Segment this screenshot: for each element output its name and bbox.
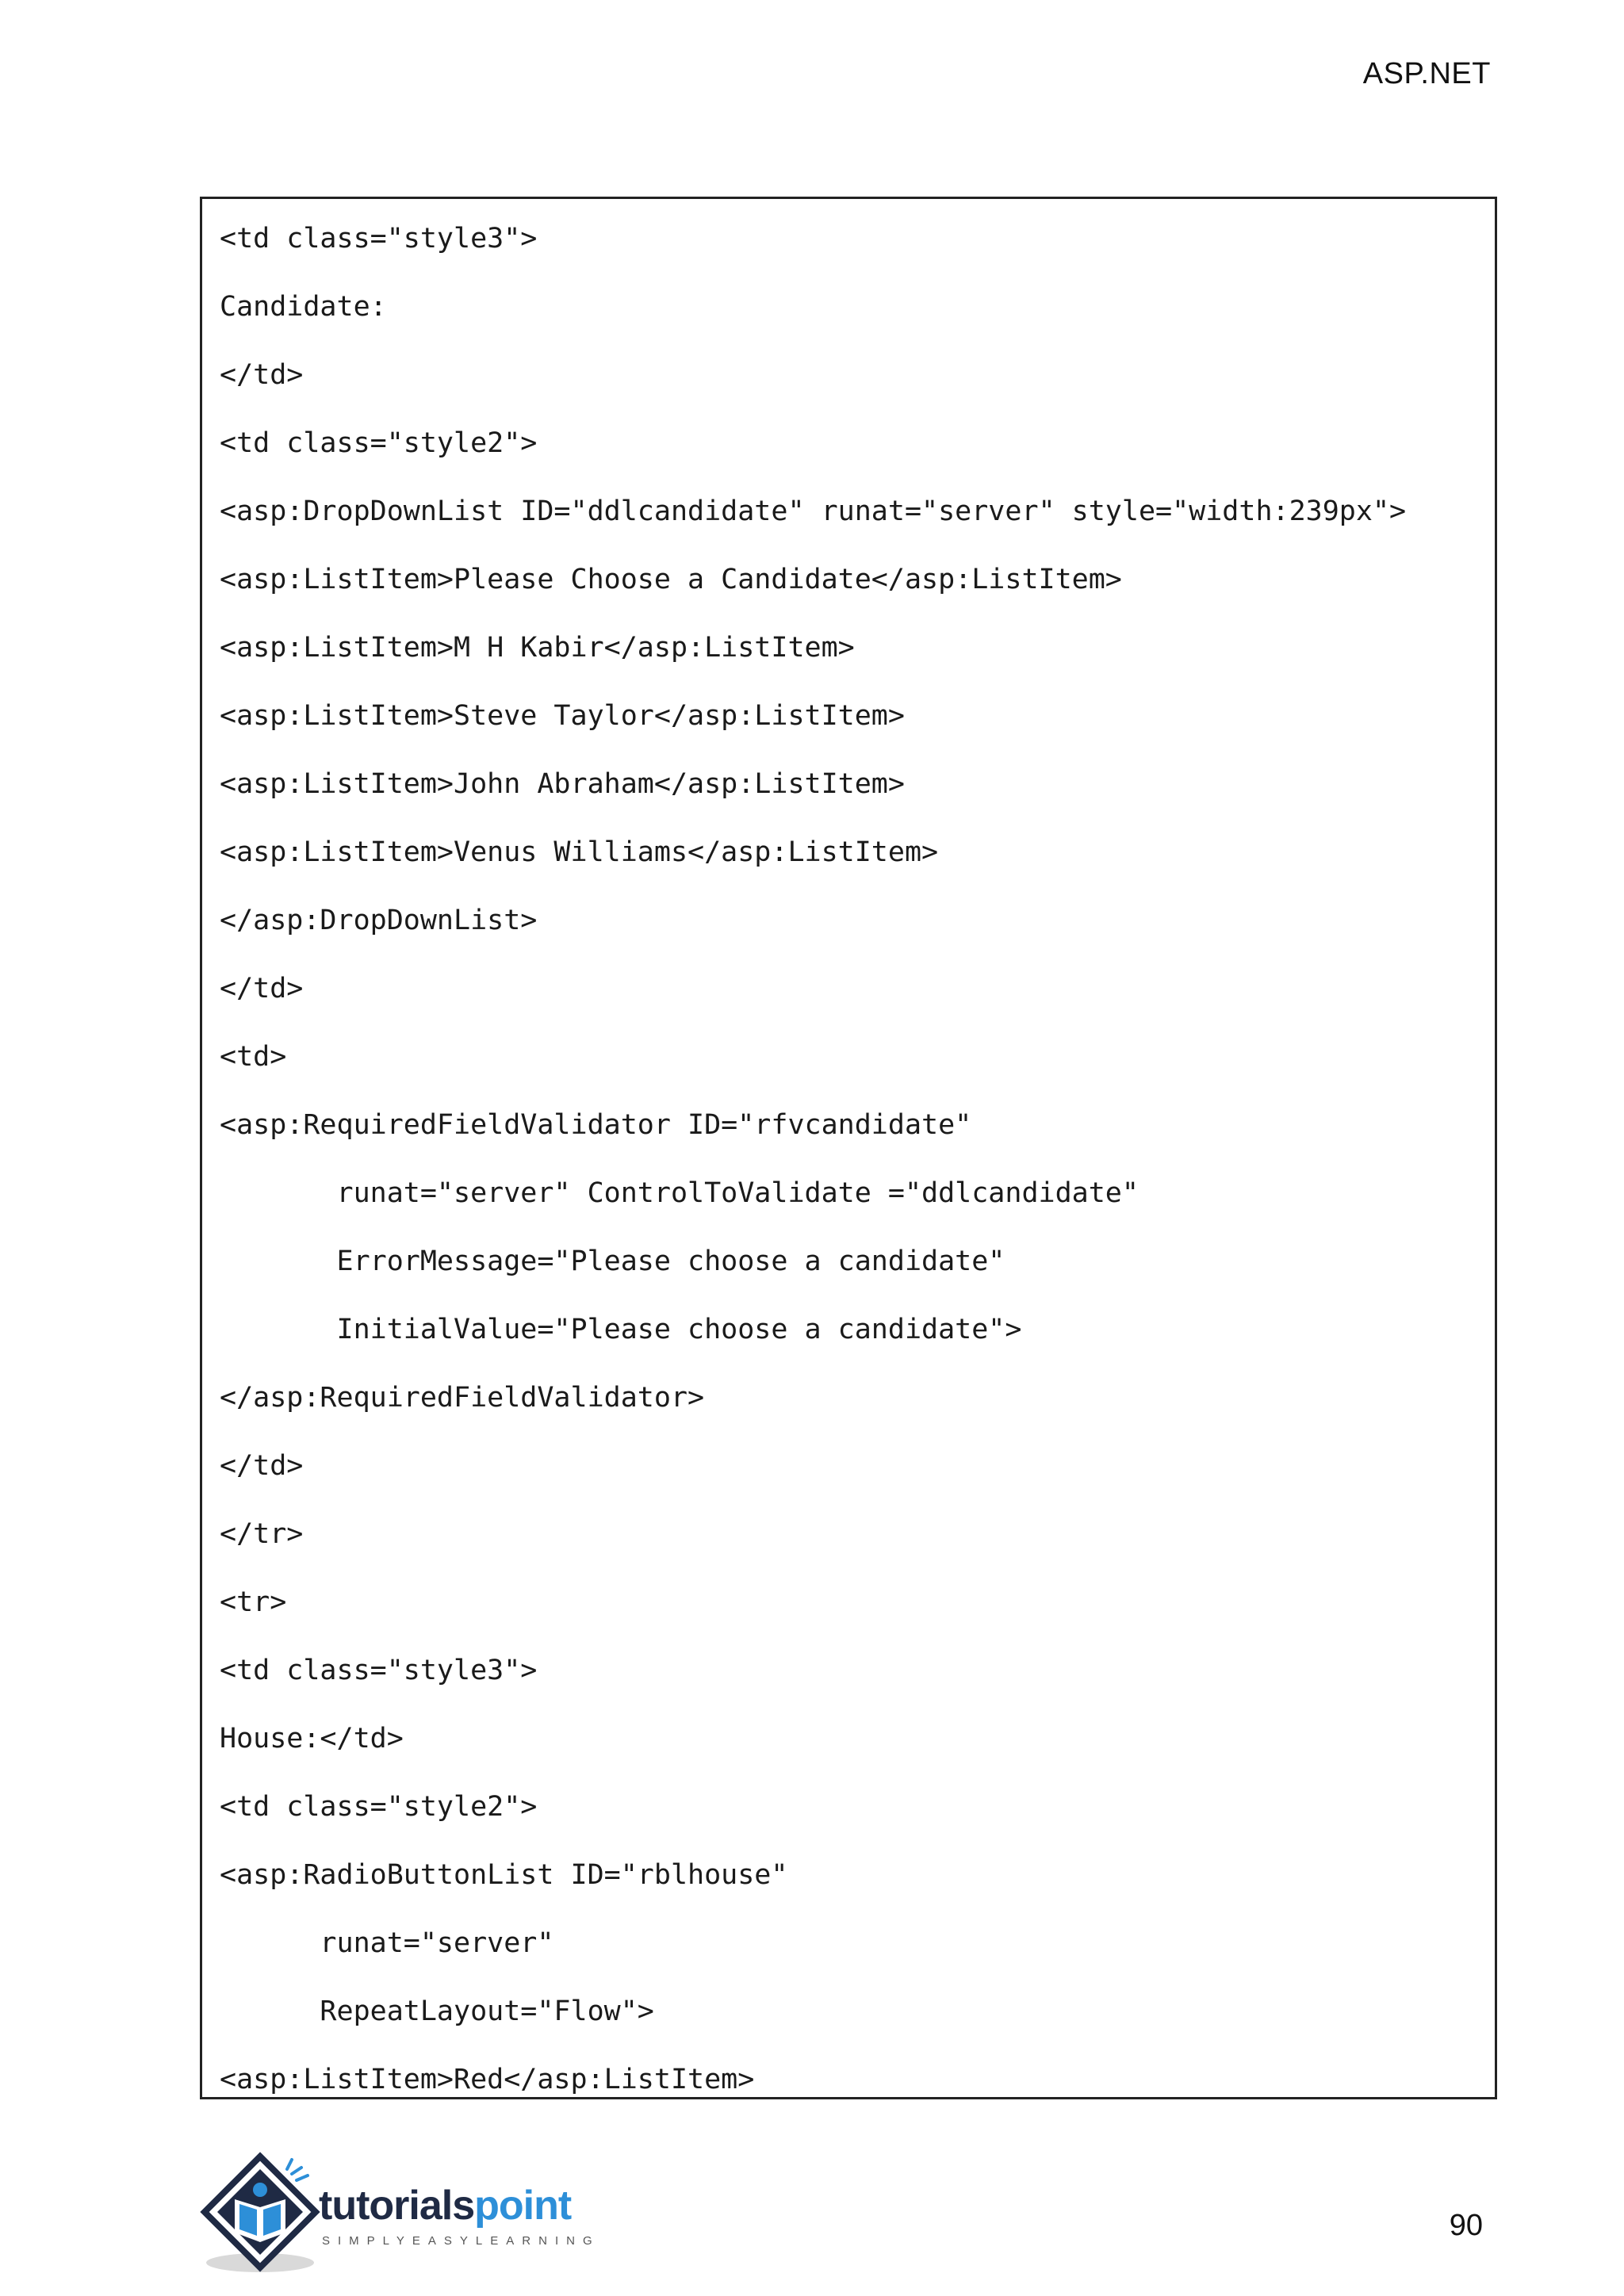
logo-word-tutorials: tutorials [319, 2183, 475, 2229]
logo-tagline: SIMPLYEASYLEARNING [322, 2234, 600, 2248]
book-diamond-logo-icon [198, 2150, 325, 2277]
code-line: <asp:ListItem>M H Kabir</asp:ListItem> [220, 632, 855, 664]
code-line: <td> [220, 1041, 287, 1073]
code-line: <tr> [220, 1586, 287, 1618]
code-line: <asp:ListItem>Venus Williams</asp:ListItem> [220, 836, 939, 868]
logo-word-point: point [474, 2183, 572, 2229]
code-line: <asp:RadioButtonList ID="rblhouse" [220, 1859, 788, 1891]
tutorialspoint-logo [198, 2150, 626, 2277]
code-line: InitialValue="Please choose a candidate"> [220, 1314, 1022, 1345]
code-line: <asp:RequiredFieldValidator ID="rfvcandidate" [220, 1109, 972, 1141]
code-line: </asp:DropDownList> [220, 905, 538, 936]
code-line: House:</td> [220, 1723, 404, 1755]
code-line: runat="server" [220, 1927, 554, 1959]
code-line: <asp:ListItem>Please Choose a Candidate</asp:ListItem> [220, 564, 1122, 595]
code-line: </asp:RequiredFieldValidator> [220, 1382, 705, 1414]
page-number: 90 [1449, 2209, 1483, 2242]
code-line: <td class="style3"> [220, 1655, 538, 1686]
code-line: <td class="style2"> [220, 1791, 538, 1823]
code-line: </td> [220, 359, 304, 391]
page-header-title: ASP.NET [1362, 57, 1491, 90]
code-line: ErrorMessage="Please choose a candidate" [220, 1246, 1005, 1277]
code-listing [200, 197, 1497, 2099]
code-line: runat="server" ControlToValidate ="ddlcandidate" [220, 1177, 1139, 1209]
logo-wordmark [319, 2182, 571, 2229]
code-line: </td> [220, 1450, 304, 1482]
code-line: </td> [220, 973, 304, 1004]
code-line: </tr> [220, 1518, 304, 1550]
code-line: <asp:DropDownList ID="ddlcandidate" runat="server" style="width:239px"> [220, 496, 1407, 527]
code-line: RepeatLayout="Flow"> [220, 1996, 654, 2027]
code-line: Candidate: [220, 291, 387, 323]
code-line: <asp:ListItem>John Abraham</asp:ListItem> [220, 768, 905, 800]
code-line: <td class="style2"> [220, 427, 538, 459]
code-line: <td class="style3"> [220, 223, 538, 254]
code-line: <asp:ListItem>Red</asp:ListItem> [220, 2064, 755, 2095]
code-line: <asp:ListItem>Steve Taylor</asp:ListItem> [220, 700, 905, 732]
